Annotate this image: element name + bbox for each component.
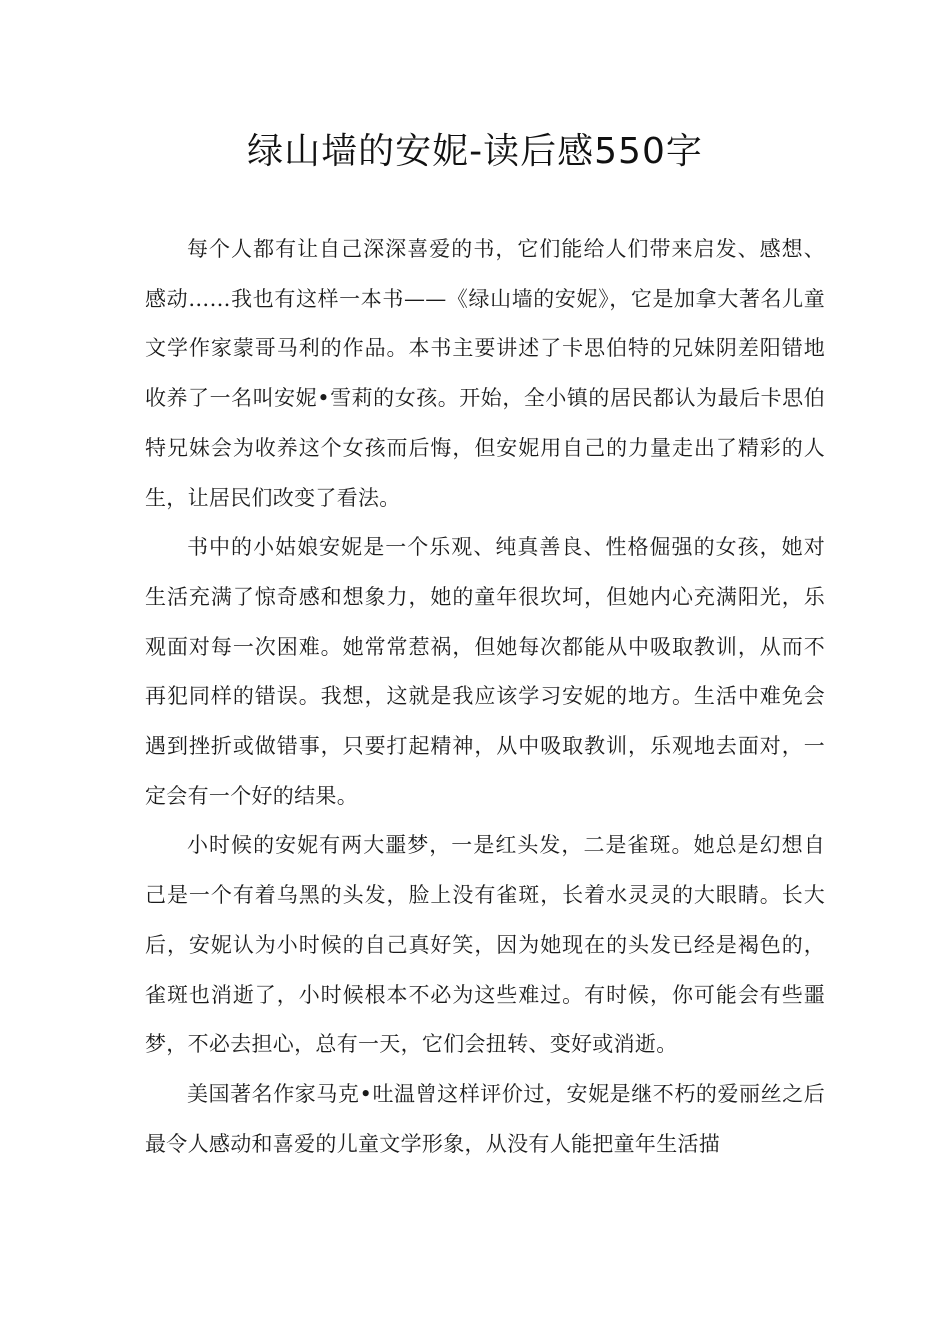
document-title: 绿山墙的安妮-读后感550字 xyxy=(247,131,703,172)
document-body xyxy=(145,225,825,1169)
paragraph-3: 小时候的安妮有两大噩梦，一是红头发，二是雀斑。她总是幻想自己是一个有着乌黑的头发，脸上没有雀斑，长着水灵灵的大眼睛。长大后，安妮认为小时候的自己真好笑，因为她现在的头发已经是褐色的，雀斑也消逝了，小时候根本不必为这些难过。有时候，你可能会有些噩梦，不必去担心，总有一天，它们会扭转、变好或消逝。 xyxy=(145,833,825,1057)
paragraph-2: 书中的小姑娘安妮是一个乐观、纯真善良、性格倔强的女孩，她对生活充满了惊奇感和想象力，她的童年很坎坷，但她内心充满阳光，乐观面对每一次困难。她常常惹祸，但她每次都能从中吸取教训，从而不再犯同样的错误。我想，这就是我应该学习安妮的地方。生活中难免会遇到挫折或做错事，只要打起精神，从中吸取教训，乐观地去面对，一定会有一个好的结果。 xyxy=(145,535,825,808)
paragraph-1: 每个人都有让自己深深喜爱的书，它们能给人们带来启发、感想、感动……我也有这样一本书——《绿山墙的安妮》，它是加拿大著名儿童文学作家蒙哥马利的作品。本书主要讲述了卡思伯特的兄妹阴差阳错地收养了一名叫安妮•雪莉的女孩。开始，全小镇的居民都认为最后卡思伯特兄妹会为收养这个女孩而后悔，但安妮用自己的力量走出了精彩的人生，让居民们改变了看法。 xyxy=(145,237,825,510)
paragraph-4: 美国著名作家马克•吐温曾这样评价过，安妮是继不朽的爱丽丝之后最令人感动和喜爱的儿童文学形象，从没有人能把童年生活描 xyxy=(145,1081,825,1156)
